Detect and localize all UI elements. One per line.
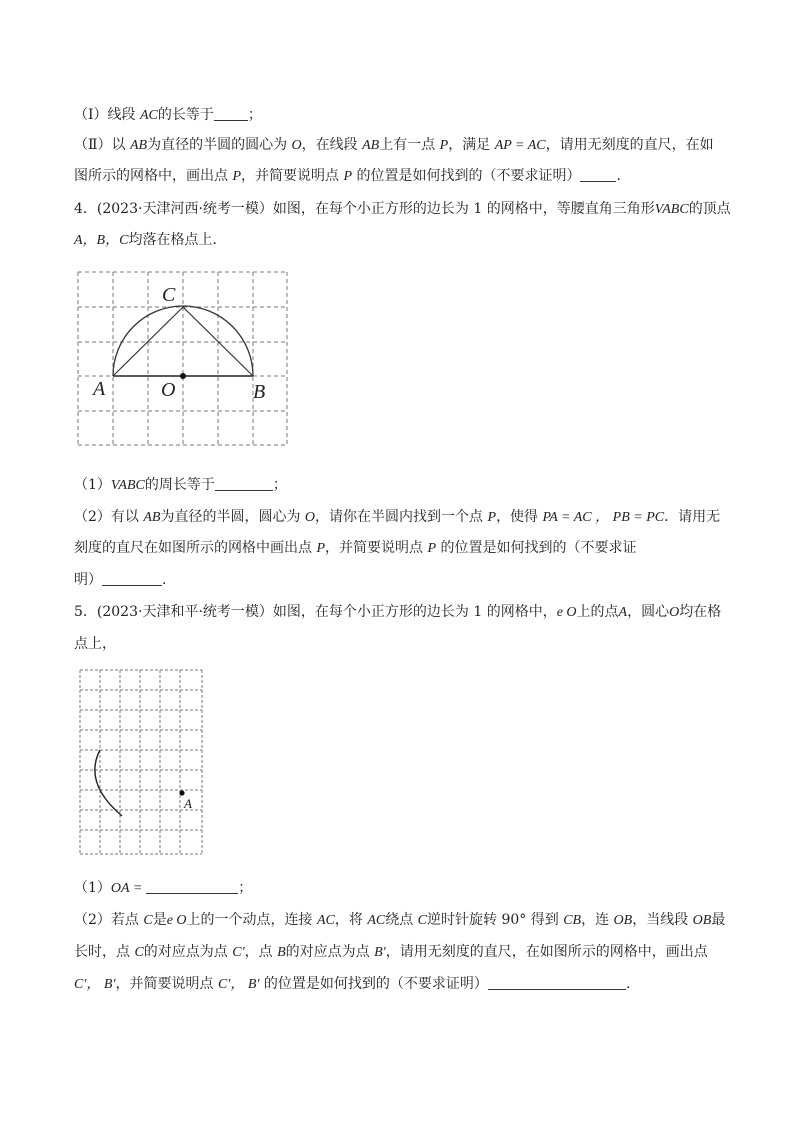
text: 为直径的半圆，圆心为 [160, 509, 305, 525]
q3-part2-line1 [74, 134, 714, 154]
answer-blank[interactable] [146, 879, 238, 894]
q5-part2-line2 [74, 941, 708, 961]
text: 的长等于 [157, 107, 214, 123]
text: ，请你在半圆内找到一个点 [315, 509, 488, 525]
label-a: A [184, 796, 192, 811]
label-o: O [161, 379, 176, 401]
text: ，请用无刻度的直尺，在如 [545, 137, 714, 153]
text: ，当线段 [632, 912, 693, 928]
answer-blank[interactable] [488, 975, 626, 990]
math: P [439, 138, 449, 153]
text: 绕点 [385, 912, 418, 928]
math: C′， B′ [74, 977, 116, 992]
q5-part1 [74, 877, 252, 897]
text: （1） [74, 880, 111, 896]
text: ，连 [581, 912, 614, 928]
q4-part2-line3 [74, 569, 166, 589]
math: OB [692, 913, 712, 928]
text: ，并简要说明点 [115, 976, 218, 992]
math: B [277, 945, 286, 960]
text: . [625, 976, 631, 992]
q5-part2-line3 [74, 973, 630, 993]
math: C′ [232, 945, 245, 960]
text: 上的点 [576, 604, 619, 620]
text: （1） [74, 477, 111, 493]
math: AC [367, 913, 386, 928]
math: P [427, 541, 437, 556]
text: （2）有以 [74, 509, 144, 525]
text: ； [247, 107, 262, 123]
center-point [180, 373, 186, 379]
math: O [669, 605, 680, 620]
text: 的对应点为点 [143, 944, 233, 960]
math: P [487, 510, 497, 525]
q5-part2-line1 [74, 909, 725, 929]
q5-grid [80, 670, 202, 854]
text: 的周长等于 [144, 477, 215, 493]
text: 的位置是如何找到的（不要求证明） [259, 976, 488, 992]
math: AC [316, 913, 335, 928]
math: e O [166, 913, 187, 928]
math: OB [613, 913, 633, 928]
math: VABC [110, 478, 145, 493]
text: . [616, 168, 621, 184]
q4-stem-line2 [74, 229, 226, 249]
text: 长时，点 [74, 944, 135, 960]
text: 4．(2023·天津河西·统考一模）如图，在每个小正方形的边长为 1 的网格中，等腰直角三角形 [74, 201, 655, 217]
text: ，满足 [448, 137, 495, 153]
text: 图所示的网格中，画出点 [74, 168, 233, 184]
math: AB [362, 138, 380, 153]
math: P [343, 169, 353, 184]
math: C′， B′ [217, 977, 260, 992]
label-c: C [162, 284, 176, 306]
answer-blank[interactable] [102, 571, 162, 586]
label-a: A [93, 378, 106, 400]
text: ，请用无刻度的直尺，在如图所示的网格中，画出点 [385, 944, 708, 960]
answer-blank[interactable] [215, 476, 273, 491]
text: （Ⅰ）线段 [74, 107, 140, 123]
math: A，B，C [74, 233, 129, 248]
text: ； [238, 880, 253, 896]
text: 点上， [74, 636, 116, 652]
text: 的顶点 [688, 201, 731, 217]
text: ，并简要说明点 [241, 168, 344, 184]
q4-grid [78, 272, 287, 445]
text: ，并简要说明点 [325, 540, 428, 556]
math: AC [139, 108, 158, 123]
math: e O [556, 605, 577, 620]
arc [95, 750, 122, 816]
q4-figure [76, 270, 290, 450]
text: 上有一点 [379, 137, 440, 153]
text: 的对应点为点 [285, 944, 375, 960]
q4-part1 [74, 474, 287, 494]
text: 逆时针旋转 90° 得到 [427, 912, 564, 928]
text: （Ⅱ）以 [74, 137, 130, 153]
q5-stem-line2 [74, 633, 116, 653]
point-a [179, 790, 184, 795]
math: OA = [110, 881, 143, 896]
q4-part2-line1 [74, 506, 720, 526]
math: B′ [374, 945, 386, 960]
math: C [417, 913, 428, 928]
text: 是 [152, 912, 167, 928]
q3-part2-line2 [74, 165, 621, 185]
label-b: B [253, 381, 266, 403]
answer-blank[interactable] [214, 106, 248, 121]
math: C [134, 945, 144, 960]
math: C [143, 913, 153, 928]
q4-stem-line1 [74, 198, 731, 218]
text: 明） [74, 572, 102, 588]
text: 的位置是如何找到的（不要求证 [436, 540, 637, 556]
math: AP = AC [494, 138, 546, 153]
text: . [162, 572, 167, 588]
math: AB [143, 510, 161, 525]
math: O [304, 510, 316, 525]
text: ，圆心 [627, 604, 670, 620]
text: ，将 [334, 912, 368, 928]
text: 均落在格点上． [128, 232, 227, 248]
math: P [232, 169, 242, 184]
answer-blank[interactable] [580, 167, 616, 182]
q3-part1 [74, 104, 262, 124]
text: ，点 [244, 944, 278, 960]
text: 的位置是如何找到的（不要求证明） [352, 168, 581, 184]
text: 5．(2023·天津和平·统考一模）如图，在每个小正方形的边长为 1 的网格中， [74, 604, 557, 620]
math: P [316, 541, 326, 556]
math: CB [563, 913, 582, 928]
math: AB [129, 138, 148, 153]
text: 均在格 [679, 604, 722, 620]
text: ； [272, 477, 287, 493]
math: VABC [654, 202, 689, 217]
q5-stem-line1 [74, 601, 721, 621]
text: 刻度的直尺在如图所示的网格中画出点 [74, 540, 317, 556]
text: 为直径的半圆的圆心为 [147, 137, 292, 153]
q5-figure [78, 668, 208, 858]
math: PA = AC ， PB = PC [542, 510, 665, 525]
text: （2）若点 [74, 912, 144, 928]
text: ，使得 [496, 509, 543, 525]
q4-part2-line2 [74, 537, 636, 557]
math: O [291, 138, 302, 153]
text: 最 [711, 912, 726, 928]
text: 上的一个动点，连接 [186, 912, 317, 928]
text: ，在线段 [301, 137, 363, 153]
math: A [618, 605, 628, 620]
text: ．请用无 [664, 509, 721, 525]
